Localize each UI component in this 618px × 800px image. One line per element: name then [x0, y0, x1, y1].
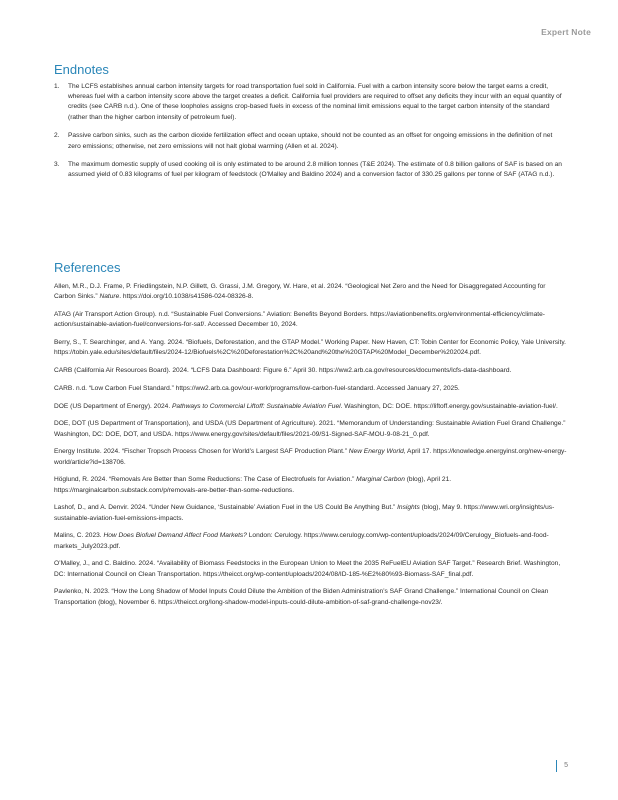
reference-item [54, 384, 568, 394]
reference-text: CARB (California Air Resources Board). 2024. “LCFS Data Dashboard: Figure 6.” April 30. https://ww2.arb.ca.gov/resources/documents/lcfs-data-dashboard. [54, 367, 512, 374]
reference-text: Energy Institute. 2024. “Fischer Tropsch Process Chosen for World’s Largest SAF Production Plant.” [54, 448, 349, 456]
reference-item [54, 419, 568, 439]
reference-text: (blog), April 21. https://marginalcarbon.substack.com/p/removals-are-better-than-some-reductions. [54, 476, 452, 494]
reference-text: Allen, M.R., D.J. Frame, P. Friedlingstein, N.P. Gillett, G. Grassi, J.M. Gregory, W. Hare, et al. 2024. “Geological Net Zero and the Need for Disaggregated Accounting for Carbon Sinks.” [54, 283, 546, 301]
reference-text: ATAG (Air Transport Action Group). n.d. “Sustainable Fuel Conversions.” Aviation: Benefits Beyond Borders. https://aviationbenefits.org/environmental-efficiency/climate-action/sustainable-aviation-fuel/conversions-for-saf/. Accessed December 10, 2024. [54, 311, 545, 329]
reference-item [54, 559, 568, 579]
reference-text: DOE, DOT (US Department of Transportation), and USDA (US Department of Agriculture). 2021. “Memorandum of Understanding: Sustainable Aviation Fuel Grand Challenge.” Washington, DC: DOE, DOT, and USDA. https://www.energy.gov/sites/default/files/2021-09/S1-Signed-SAF-MOU-9-08-21_0.pdf. [54, 420, 566, 438]
endnote-number: 3. [54, 161, 60, 169]
references-list [54, 282, 568, 615]
reference-item [54, 503, 568, 523]
reference-text: (blog), May 9. https://www.wri.org/insights/us-sustainable-aviation-fuel-emissions-impacts. [54, 504, 555, 522]
reference-text: . https://doi.org/10.1038/s41586-024-08326-8. [119, 293, 254, 301]
reference-text: Lashof, D., and A. Denvir. 2024. “Under New Guidance, ‘Sustainable’ Aviation Fuel in the US Could Be Anything But.” [54, 504, 398, 512]
references-heading: References [54, 260, 121, 275]
reference-text: Malins, C. 2023. [54, 532, 104, 540]
reference-italic-title: Nature [99, 293, 120, 301]
reference-text: CARB. n.d. “Low Carbon Fuel Standard.” https://ww2.arb.ca.gov/our-work/programs/low-carbon-fuel-standard. Accessed January 27, 2025. [54, 384, 460, 392]
reference-text: Pavlenko, N. 2023. “How the Long Shadow of Model Inputs Could Dilute the Ambition of the Biden Administration’s SAF Grand Challenge.” International Council on Clean Transportation (blog), November 6. https://theicct.org/long-shadow-model-inputs-could-dilute-ambition-of-saf-grand-challenge-nov23/. [54, 588, 549, 606]
reference-item [54, 366, 568, 376]
reference-italic-title: Marginal Carbon [356, 476, 405, 484]
endnote-text: The maximum domestic supply of used cooking oil is only estimated to be around 2.8 million tonnes (T&E 2024). The estimate of 0.8 billion gallons of SAF is based on an assumed yield of 0.83 kilograms of fuel per kilogram of feedstock (O'Malley and Baldino 2024) and a conversion factor of 330.25 gallons per tonne of SAF (ATAG n.d.). [68, 161, 562, 179]
reference-item [54, 310, 568, 330]
reference-italic-title: How Does Biofuel Demand Affect Food Markets? [103, 532, 247, 540]
reference-item [54, 338, 568, 358]
reference-item [54, 447, 568, 467]
reference-text: Berry, S., T. Searchinger, and A. Yang. 2024. “Biofuels, Deforestation, and the GTAP Model.” Working Paper. New Haven, CT: Tobin Center for Economic Policy, Yale University. https://tobin.yale.edu/sites/default/files/2024-12/Biofuels%2C%20Deforestation%2C%20and%20the%20GTAP%20Model_December%202024.pdf. [54, 339, 566, 357]
reference-item [54, 587, 568, 607]
reference-item [54, 475, 568, 495]
endnote-number: 1. [54, 83, 60, 90]
reference-italic-title: Insights [397, 504, 420, 512]
reference-item [54, 531, 568, 551]
page-number: 5 [556, 760, 568, 772]
reference-text: Höglund, R. 2024. “Removals Are Better than Some Reductions: The Case of Electrofuels for Aviation.” [54, 476, 357, 484]
endnotes-heading: Endnotes [54, 62, 109, 77]
reference-item [54, 282, 568, 302]
reference-text: O’Malley, J., and C. Baldino. 2024. “Availability of Biomass Feedstocks in the European Union to Meet the 2035 ReFuelEU Aviation SAF Target.” Research Brief. Washington, DC: International Council on Clean Transportation. https://theicct.org/wp-content/uploads/2024/08/ID-185-%E2%80%93-Biomass-SAF_final.pdf. [54, 560, 561, 578]
reference-italic-title: New Energy World [348, 448, 404, 456]
endnote-number: 2. [54, 132, 60, 140]
reference-item [54, 402, 568, 412]
reference-text: , April 17. https://knowledge.energyinst.org/new-energy-world/article?id=138706. [54, 448, 567, 466]
endnote-text: The LCFS establishes annual carbon intensity targets for road transportation fuel sold in California. Fuel with a carbon intensity score below the target earns a credit, whereas fuel with a carbon intensity score above the target creates a deficit. California fuel providers are required to offset any deficits they incur with an equal quantity of credits (see CARB n.d.). One of these loopholes assigns crop-based fuels in excess of the nominal limit emissions equal to the target carbon intensity of the standard (rather than the higher carbon intensity of petroleum fuel). [68, 83, 562, 121]
endnote-item [54, 160, 564, 180]
reference-italic-title: Pathways to Commercial Liftoff: Sustainable Aviation Fuel [172, 402, 341, 410]
endnote-item [54, 82, 564, 123]
document-type-label: Expert Note [541, 27, 591, 37]
endnote-item [54, 131, 564, 151]
reference-text: . Washington, DC: DOE. https://liftoff.energy.gov/sustainable-aviation-fuel/. [340, 402, 558, 410]
reference-text: DOE (US Department of Energy). 2024. [54, 402, 173, 410]
endnote-text: Passive carbon sinks, such as the carbon dioxide fertilization effect and ocean uptake, should not be counted as an offset for ongoing emissions in the definition of net zero emissions; otherwise, net zero emissions will not halt global warming (Allen et al. 2024). [68, 132, 553, 150]
endnotes-list [54, 82, 564, 189]
reference-text: London: Cerulogy. https://www.cerulogy.com/wp-content/uploads/2024/09/Cerulogy_Biofuels-and-food-markets_July2023.pdf. [54, 532, 549, 550]
